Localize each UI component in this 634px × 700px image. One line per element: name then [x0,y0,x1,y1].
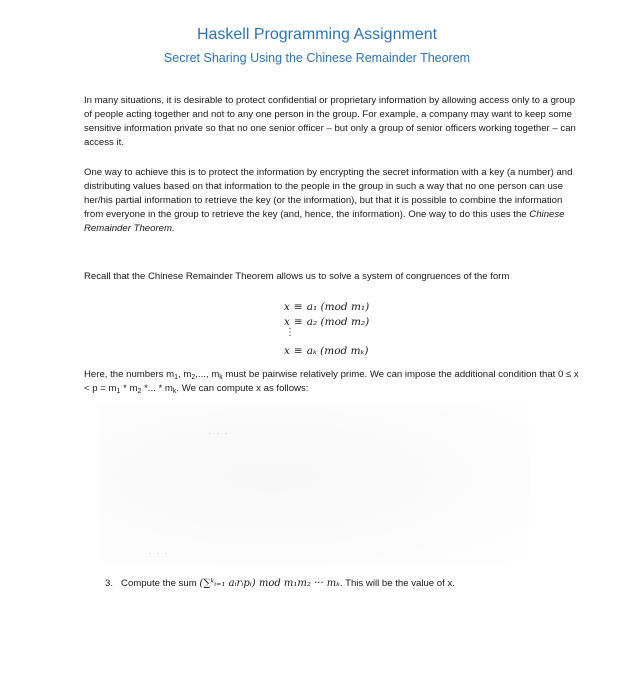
intro-paragraph: In many situations, it is desirable to protect confidential or proprietary information by allowing access only to a group of people acting together and not to any one person in the group. For example, a company may want to keep some sensitive information private so that no one senior officer – but only a group of senior officers working together – can access it. [84,95,576,148]
congruence-1 [284,301,369,313]
recall-paragraph: Recall that the Chinese Remainder Theorem allows us to solve a system of congruences of the form [84,271,510,282]
sub-1b: 1 [116,388,121,395]
step-3-number: 3. [105,578,114,589]
condition-text-a: Here, the numbers m [84,369,175,380]
theorem-name: Chinese Remainder Theorem. [84,209,565,234]
congruence-2-lhs: x [284,316,290,328]
step-3-formula: (∑ᵏᵢ₌₁ aᵢrᵢpᵢ) mod m₁m₂ ··· mₖ [199,578,340,589]
congruence-ellipsis: ⋮ [285,327,295,338]
congruence-k-op: ≡ [293,345,303,357]
congruence-1-op: ≡ [293,301,303,313]
page-subtitle: Secret Sharing Using the Chinese Remainder Theorem [163,51,471,65]
step-3-end: . This will be the value of x. [339,578,455,589]
condition-text-f: *... * m [141,383,173,394]
faint-dots-top: · · · [208,428,229,439]
page-title: Haskell Programming Assignment [196,26,438,43]
step-3-text: Compute the sum [121,578,197,589]
sub-1a: 1 [174,374,179,381]
congruence-k-lhs: x [284,345,290,357]
condition-text-b: , m [178,369,192,380]
faded-region [100,405,530,565]
method-paragraph [84,166,580,236]
congruence-2-rhs: a₂ (mod m₂) [306,316,370,328]
condition-text-e: * m [120,383,138,394]
condition-text-c: ,..., m [195,369,220,380]
condition-text-g: . We can compute x as follows: [176,383,309,394]
sub-ka: k [219,374,223,381]
congruence-1-lhs: x [284,301,290,313]
faint-dots-bottom: · · · [148,548,169,559]
sub-2a: 2 [191,374,196,381]
sub-2b: 2 [137,388,142,395]
step-3 [105,578,455,589]
congruence-k [284,345,368,357]
congruence-2-op: ≡ [293,316,303,328]
congruence-2 [284,316,369,328]
congruence-1-rhs: a₁ (mod m₁) [306,301,370,313]
condition-paragraph [84,368,580,396]
condition-text-d: must be pairwise relatively prime. We can impose the additional condition that 0 ≤ x < p = m [84,369,579,394]
congruence-k-rhs: aₖ (mod mₖ) [306,345,369,357]
method-paragraph-text: One way to achieve this is to protect the information by encrypting the secret information with a key (a number) and distributing values based on that information to the people in the group in such a way that no one person can use her/his partial information to retrieve the key (or the information), but that it is possible to combine the information from everyone in the group to retrieve the key (and, hence, the information). One way to do this uses the [84,167,573,220]
sub-kb: k [172,388,177,395]
